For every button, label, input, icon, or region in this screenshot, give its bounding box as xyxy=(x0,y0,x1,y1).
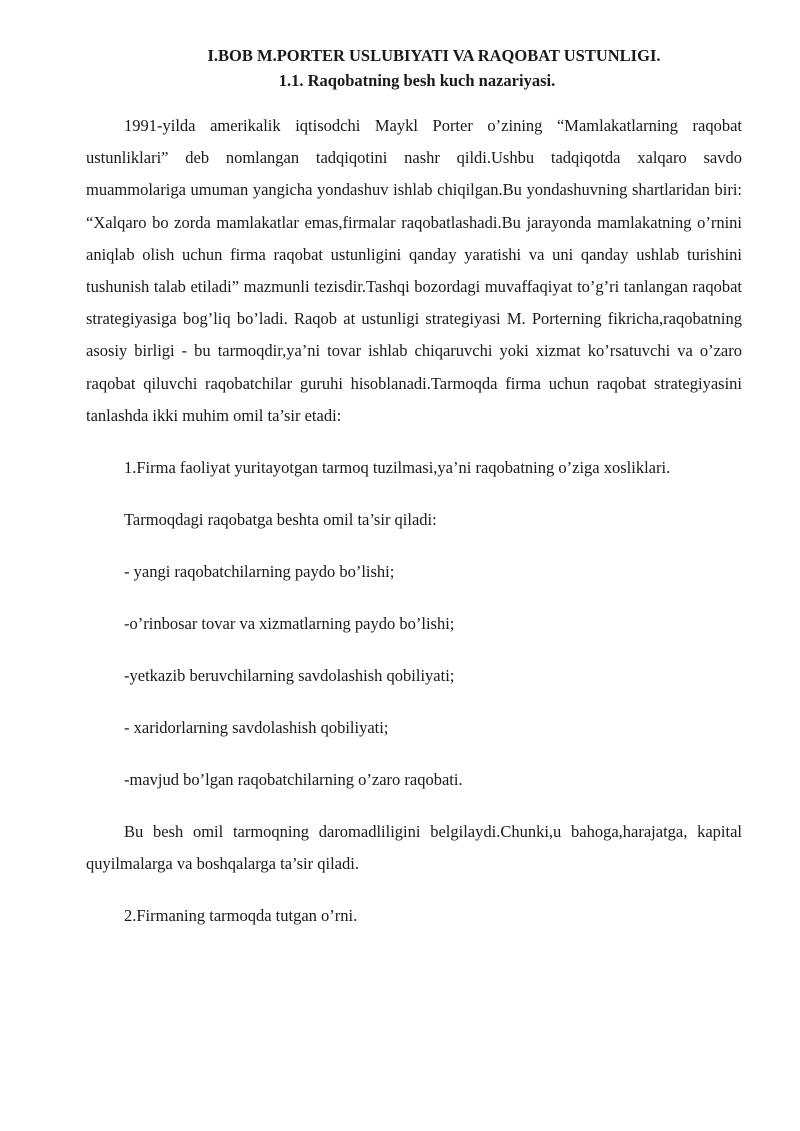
chapter-title: I.BOB M.PORTER USLUBIYATI VA RAQOBAT USTUNLIGI. xyxy=(207,46,661,65)
factor-1-text: 1.Firma faoliyat yuritayotgan tarmoq tuzilmasi,ya’ni raqobatning o’ziga xosliklari. xyxy=(124,458,671,478)
intro-paragraph: 1991-yilda amerikalik iqtisodchi Maykl Porter o’zining “Mamlakatlarning raqobat ustunliklari” deb nomlangan tadqiqotini nashr qildi.Ushbu tadqiqotda xalqaro savdo muammolariga umuman yangicha yondashuv ishlab chiqilgan.Bu yondashuvning shartlaridan biri: “Xalqaro bo zorda mamlakatlar emas,firmalar raqobatlashadi.Bu jarayonda mamlakatning o’rnini aniqlab olish uchun firma raqobat ustunligini qanday yaratishi va uni qanday ushlab turishini tushunish talab etiladi” mazmunli tezisdir.Tashqi bozordagi muvaffaqiyat to’g’ri tanlangan raqobat strategiyasiga bog’liq bo’ladi. Raqob at ustunligi strategiyasi M. Porterning fikricha,raqobatning asosiy birligi - bu tarmoqdir,ya’ni tovar ishlab chiqaruvchi yoki xizmat ko’rsatuvchi va o’zaro raqobat qiluvchi raqobatchilar guruhi hisoblanadi.Tarmoqda firma uchun raqobat strategiyasini tanlashda ikki muhim omil ta’sir etadi: xyxy=(86,116,742,425)
list-item: -mavjud bo’lgan raqobatchilarning o’zaro raqobati. xyxy=(124,770,463,790)
five-forces-intro: Tarmoqdagi raqobatga beshta omil ta’sir qiladi: xyxy=(124,510,437,530)
document-page xyxy=(86,44,742,932)
list-item: - yangi raqobatchilarning paydo bo’lishi; xyxy=(124,562,395,582)
list-item: -o’rinbosar tovar va xizmatlarning paydo bo’lishi; xyxy=(124,614,455,634)
list-item: -yetkazib beruvchilarning savdolashish qobiliyati; xyxy=(124,666,455,686)
list-item: - xaridorlarning savdolashish qobiliyati; xyxy=(124,718,389,738)
summary-paragraph: Bu besh omil tarmoqning daromadliligini belgilaydi.Chunki,u bahoga,harajatga, kapital quyilmalarga va boshqalarga ta’sir qiladi. xyxy=(86,822,742,874)
factor-2-text: 2.Firmaning tarmoqda tutgan o’rni. xyxy=(124,906,358,926)
section-title: 1.1. Raqobatning besh kuch nazariyasi. xyxy=(278,71,556,90)
